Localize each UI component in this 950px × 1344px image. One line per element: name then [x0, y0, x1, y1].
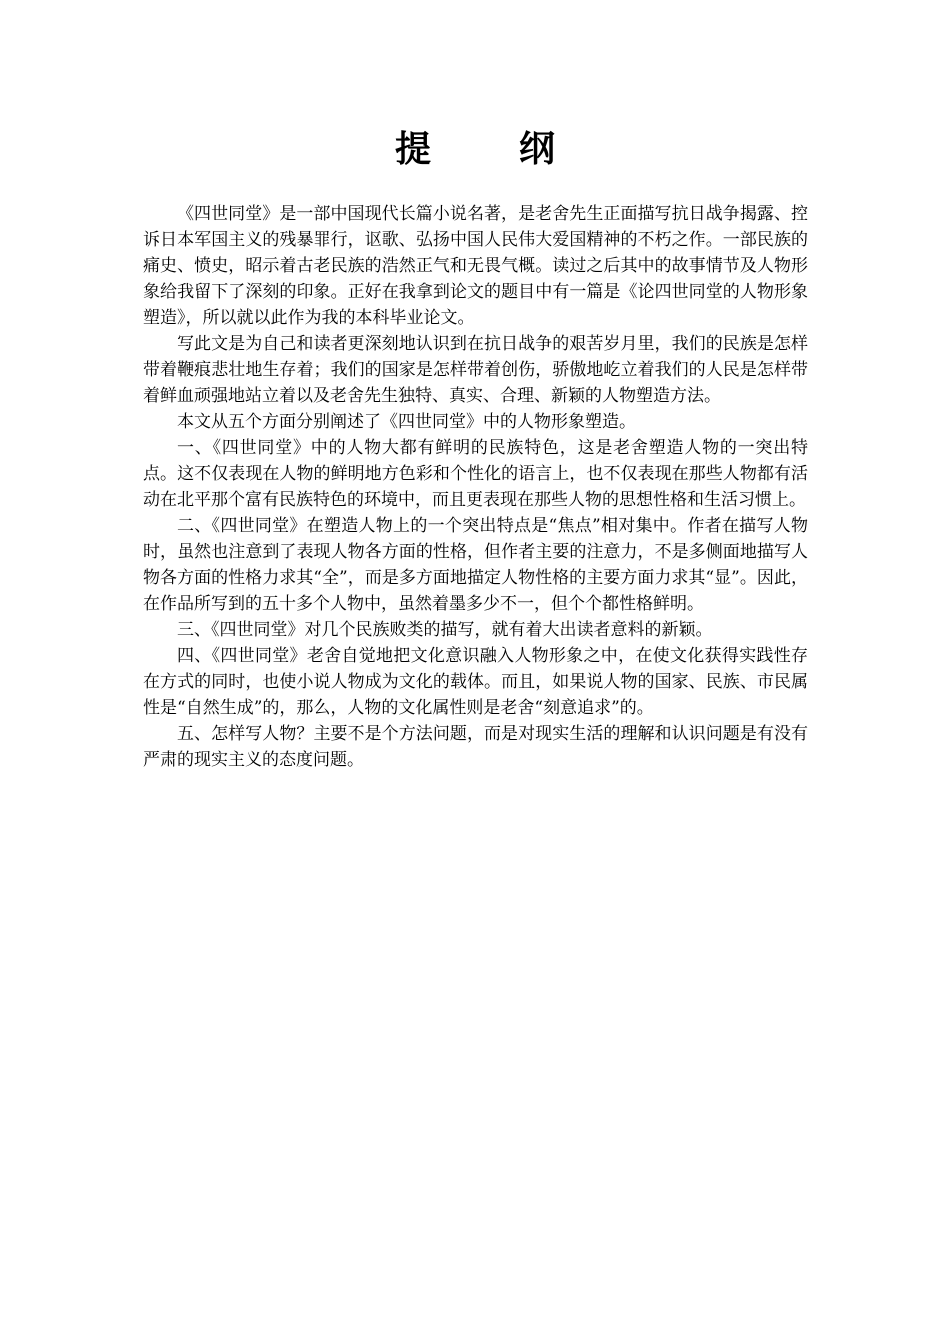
outline-body [143, 201, 808, 773]
paragraph-intro: 《四世同堂》是一部中国现代长篇小说名著，是老舍先生正面描写抗日战争揭露、控诉日本军国主义的残暴罪行，讴歌、弘扬中国人民伟大爱国精神的不朽之作。一部民族的痛史、愤史，昭示着古老民族的浩然正气和无畏气概。读过之后其中的故事情节及人物形象给我留下了深刻的印象。正好在我拿到论文的题目中有一篇是《论四世同堂的人物形象塑造》，所以就以此作为我的本科毕业论文。 [143, 204, 808, 328]
paragraph-point-4: 四、《四世同堂》老舍自觉地把文化意识融入人物形象之中，在使文化获得实践性存在方式的同时，也使小说人物成为文化的载体。而且，如果说人物的国家、民族、市民属性是“自然生成”的，那么，人物的文化属性则是老舍“刻意追求”的。 [143, 646, 808, 718]
paragraph-point-2: 二、《四世同堂》在塑造人物上的一个突出特点是“焦点”相对集中。作者在描写人物时，虽然也注意到了表现人物各方面的性格，但作者主要的注意力，不是多侧面地描写人物各方面的性格力求其“全”，而是多方面地描定人物性格的主要方面力求其“显”。因此，在作品所写到的五十多个人物中，虽然着墨多少不一，但个个都性格鲜明。 [143, 516, 808, 614]
paragraph-point-5: 五、怎样写人物？主要不是个方法问题，而是对现实生活的理解和认识问题是有没有严肃的现实主义的态度问题。 [143, 724, 808, 770]
paragraph-overview: 本文从五个方面分别阐述了《四世同堂》中的人物形象塑造。 [177, 412, 636, 432]
paragraph-purpose: 写此文是为自己和读者更深刻地认识到在抗日战争的艰苦岁月里，我们的民族是怎样带着鞭痕悲壮地生存着；我们的国家是怎样带着创伤，骄傲地屹立着我们的人民是怎样带着鲜血顽强地站立着以及老舍先生独特、真实、合理、新颖的人物塑造方法。 [143, 334, 808, 406]
page-title: 提 纲 [394, 129, 581, 170]
paragraph-point-1: 一、《四世同堂》中的人物大都有鲜明的民族特色，这是老舍塑造人物的一突出特点。这不仅表现在人物的鲜明地方色彩和个性化的语言上，也不仅表现在那些人物都有活动在北平那个富有民族特色的环境中，而且更表现在那些人物的思想性格和生活习惯上。 [143, 438, 808, 510]
paragraph-point-3: 三、《四世同堂》对几个民族败类的描写，就有着大出读者意料的新颖。 [177, 620, 713, 640]
